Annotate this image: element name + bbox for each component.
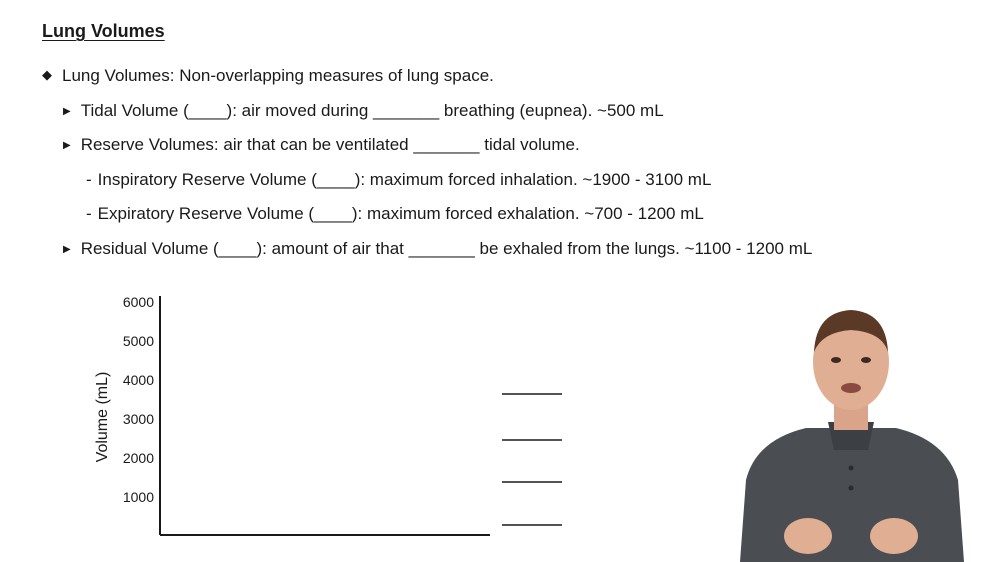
bullet-text: Lung Volumes: Non-overlapping measures of lung space. bbox=[62, 66, 494, 85]
y-tick-label: 6000 bbox=[122, 294, 154, 310]
triangle-bullet-icon: ▶ bbox=[63, 140, 71, 151]
y-tick-label: 3000 bbox=[122, 411, 154, 427]
page-title: Lung Volumes bbox=[42, 21, 165, 41]
bullet-text: Reserve Volumes: air that can be ventilated _______ tidal volume. bbox=[80, 135, 580, 154]
triangle-bullet-icon: ▶ bbox=[63, 244, 71, 255]
triangle-bullet-icon: ▶ bbox=[63, 106, 71, 117]
y-tick-label: 4000 bbox=[122, 372, 154, 388]
presenter-video-image bbox=[736, 300, 966, 562]
bullet-text: Tidal Volume (____): air moved during _______ breathing (eupnea). ~500 mL bbox=[80, 101, 664, 120]
y-axis-label: Volume (mL) bbox=[94, 371, 111, 463]
y-tick-label: 2000 bbox=[122, 450, 154, 466]
dash-bullet-icon: - bbox=[86, 204, 92, 223]
y-tick-label: 1000 bbox=[122, 489, 154, 505]
bullet-text: Expiratory Reserve Volume (____): maximum forced exhalation. ~700 - 1200 mL bbox=[97, 204, 704, 223]
diamond-bullet-icon: ◆ bbox=[42, 67, 52, 82]
y-tick-label: 5000 bbox=[122, 333, 154, 349]
bullet-text: Residual Volume (____): amount of air that _______ be exhaled from the lungs. ~1100 - 1200 mL bbox=[80, 239, 813, 258]
bullet-text: Inspiratory Reserve Volume (____): maximum forced inhalation. ~1900 - 3100 mL bbox=[97, 170, 712, 189]
dash-bullet-icon: - bbox=[86, 170, 92, 189]
